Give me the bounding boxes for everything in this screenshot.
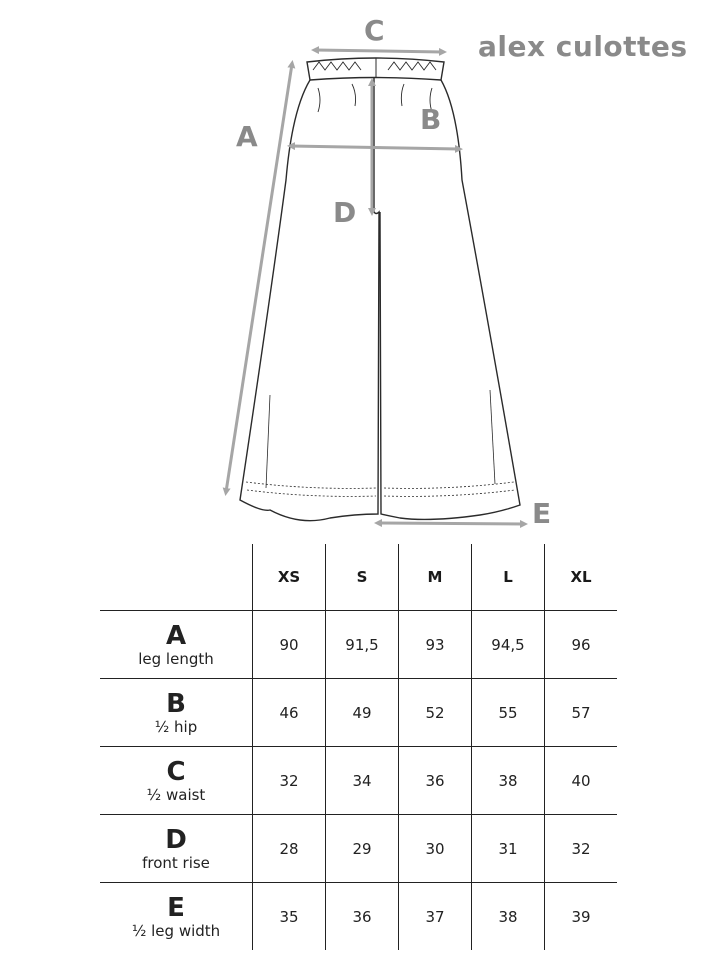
- row-label-c: [100, 747, 253, 815]
- arrow-c: [315, 50, 443, 52]
- table-row: [100, 679, 617, 747]
- row-description: ½ hip: [154, 717, 198, 736]
- dimension-label-b: B: [420, 103, 442, 136]
- row-description: leg length: [138, 649, 214, 668]
- size-header-m: M: [399, 544, 472, 611]
- table-cell: 49: [326, 679, 399, 747]
- table-row: [100, 883, 617, 951]
- row-letter: E: [167, 892, 185, 923]
- table-cell: 32: [253, 747, 326, 815]
- table-cell: 46: [253, 679, 326, 747]
- row-letter: B: [166, 688, 186, 719]
- table-cell: 38: [472, 883, 545, 951]
- table-row: [100, 815, 617, 883]
- table-cell: 38: [472, 747, 545, 815]
- table-cell: 29: [326, 815, 399, 883]
- table-row: [100, 611, 617, 679]
- dimension-label-e: E: [532, 497, 552, 530]
- size-header-xl: XL: [545, 544, 618, 611]
- row-letter: C: [166, 756, 186, 787]
- page-title: alex culottes: [478, 30, 688, 63]
- table-cell: 90: [253, 611, 326, 679]
- dimension-label-a: A: [236, 120, 258, 153]
- size-header-l: L: [472, 544, 545, 611]
- table-cell: 30: [399, 815, 472, 883]
- table-cell: 93: [399, 611, 472, 679]
- table-cell: 35: [253, 883, 326, 951]
- table-cell: 55: [472, 679, 545, 747]
- table-cell: 40: [545, 747, 618, 815]
- size-header-s: S: [326, 544, 399, 611]
- size-header-xs: XS: [253, 544, 326, 611]
- dimension-label-d: D: [333, 196, 357, 229]
- arrow-b: [291, 146, 459, 149]
- table-cell: 91,5: [326, 611, 399, 679]
- table-cell: 31: [472, 815, 545, 883]
- table-cell: 52: [399, 679, 472, 747]
- row-label-b: [100, 679, 253, 747]
- table-cell: 96: [545, 611, 618, 679]
- row-letter: A: [165, 620, 187, 651]
- size-header-row: [100, 544, 617, 611]
- row-label-a: [100, 611, 253, 679]
- row-letter: D: [165, 824, 187, 855]
- row-label-d: [100, 815, 253, 883]
- table-cell: 34: [326, 747, 399, 815]
- arrow-e: [378, 523, 524, 524]
- table-cell: 94,5: [472, 611, 545, 679]
- table-cell: 36: [326, 883, 399, 951]
- row-description: ½ leg width: [131, 921, 221, 940]
- row-description: ½ waist: [146, 785, 206, 804]
- table-cell: 57: [545, 679, 618, 747]
- row-description: front rise: [142, 853, 210, 872]
- table-cell: 37: [399, 883, 472, 951]
- table-cell: 39: [545, 883, 618, 951]
- size-chart-table: [100, 544, 617, 950]
- row-label-e: [100, 883, 253, 951]
- table-cell: 36: [399, 747, 472, 815]
- table-cell: 32: [545, 815, 618, 883]
- dimension-label-c: C: [364, 14, 385, 47]
- table-row: [100, 747, 617, 815]
- table-cell: 28: [253, 815, 326, 883]
